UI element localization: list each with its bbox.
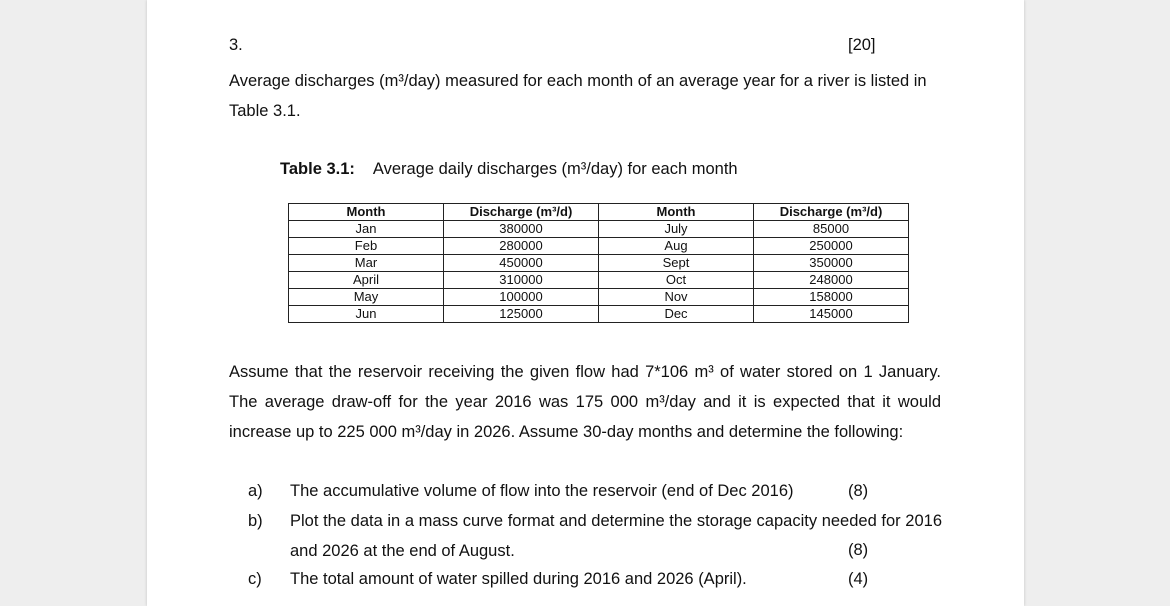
table-header-row — [289, 204, 909, 221]
column-header-discharge: Discharge (m³/d) — [754, 204, 909, 221]
table-row — [289, 272, 909, 289]
table-cell: 310000 — [444, 272, 599, 289]
column-header-month: Month — [289, 204, 444, 221]
table-row — [289, 289, 909, 306]
table-row — [289, 306, 909, 323]
sub-question-label: a) — [248, 482, 263, 500]
table-cell: 380000 — [444, 221, 599, 238]
table-cell: 450000 — [444, 255, 599, 272]
sub-question-marks: (4) — [848, 570, 869, 588]
question-intro: Average discharges (m³/day) measured for each month of an average year for a river is listed in Table 3.1. — [229, 72, 927, 120]
table-cell: 145000 — [754, 306, 909, 323]
table-cell: 280000 — [444, 238, 599, 255]
sub-question-label: b) — [248, 512, 263, 530]
table-cell: Dec — [599, 306, 754, 323]
table-cell: July — [599, 221, 754, 238]
table-cell: 248000 — [754, 272, 909, 289]
question-total-marks: [20] — [848, 36, 876, 54]
sub-question-marks: (8) — [848, 541, 869, 559]
table-cell: April — [289, 272, 444, 289]
table-cell: Feb — [289, 238, 444, 255]
table-cell: Mar — [289, 255, 444, 272]
question-number: 3. — [229, 36, 243, 54]
table-row — [289, 255, 909, 272]
document-page — [147, 0, 1024, 606]
sub-question-text: Plot the data in a mass curve format and determine the storage capacity needed for 2016 and 2026 at the end of August. — [290, 512, 942, 560]
table-cell: Jun — [289, 306, 444, 323]
table-cell: 158000 — [754, 289, 909, 306]
column-header-month: Month — [599, 204, 754, 221]
table-cell: Aug — [599, 238, 754, 255]
sub-question-text: The accumulative volume of flow into the reservoir (end of Dec 2016) — [290, 482, 794, 500]
table-cell: 125000 — [444, 306, 599, 323]
table-caption — [280, 160, 738, 179]
assumption-paragraph: Assume that the reservoir receiving the given flow had 7*106 m³ of water stored on 1 January. The average draw-off for the year 2016 was 175 000 m³/day and it is expected that it would increase up to 225 000 m³/day in 2026. Assume 30-day months and determine the following: — [229, 363, 941, 441]
table-caption-label: Table 3.1: — [280, 160, 355, 178]
discharge-table — [288, 203, 909, 323]
sub-question-marks: (8) — [848, 482, 869, 500]
table-row — [289, 238, 909, 255]
sub-question-label: c) — [248, 570, 262, 588]
table-caption-text: Average daily discharges (m³/day) for each month — [372, 160, 738, 178]
table-cell: Jan — [289, 221, 444, 238]
table-cell: Oct — [599, 272, 754, 289]
table-cell: 350000 — [754, 255, 909, 272]
table-cell: Sept — [599, 255, 754, 272]
table-cell: Nov — [599, 289, 754, 306]
table-cell: 100000 — [444, 289, 599, 306]
sub-question-text: The total amount of water spilled during 2016 and 2026 (April). — [290, 570, 747, 588]
table-cell: 85000 — [754, 221, 909, 238]
column-header-discharge: Discharge (m³/d) — [444, 204, 599, 221]
table-cell: May — [289, 289, 444, 306]
table-row — [289, 221, 909, 238]
table-cell: 250000 — [754, 238, 909, 255]
